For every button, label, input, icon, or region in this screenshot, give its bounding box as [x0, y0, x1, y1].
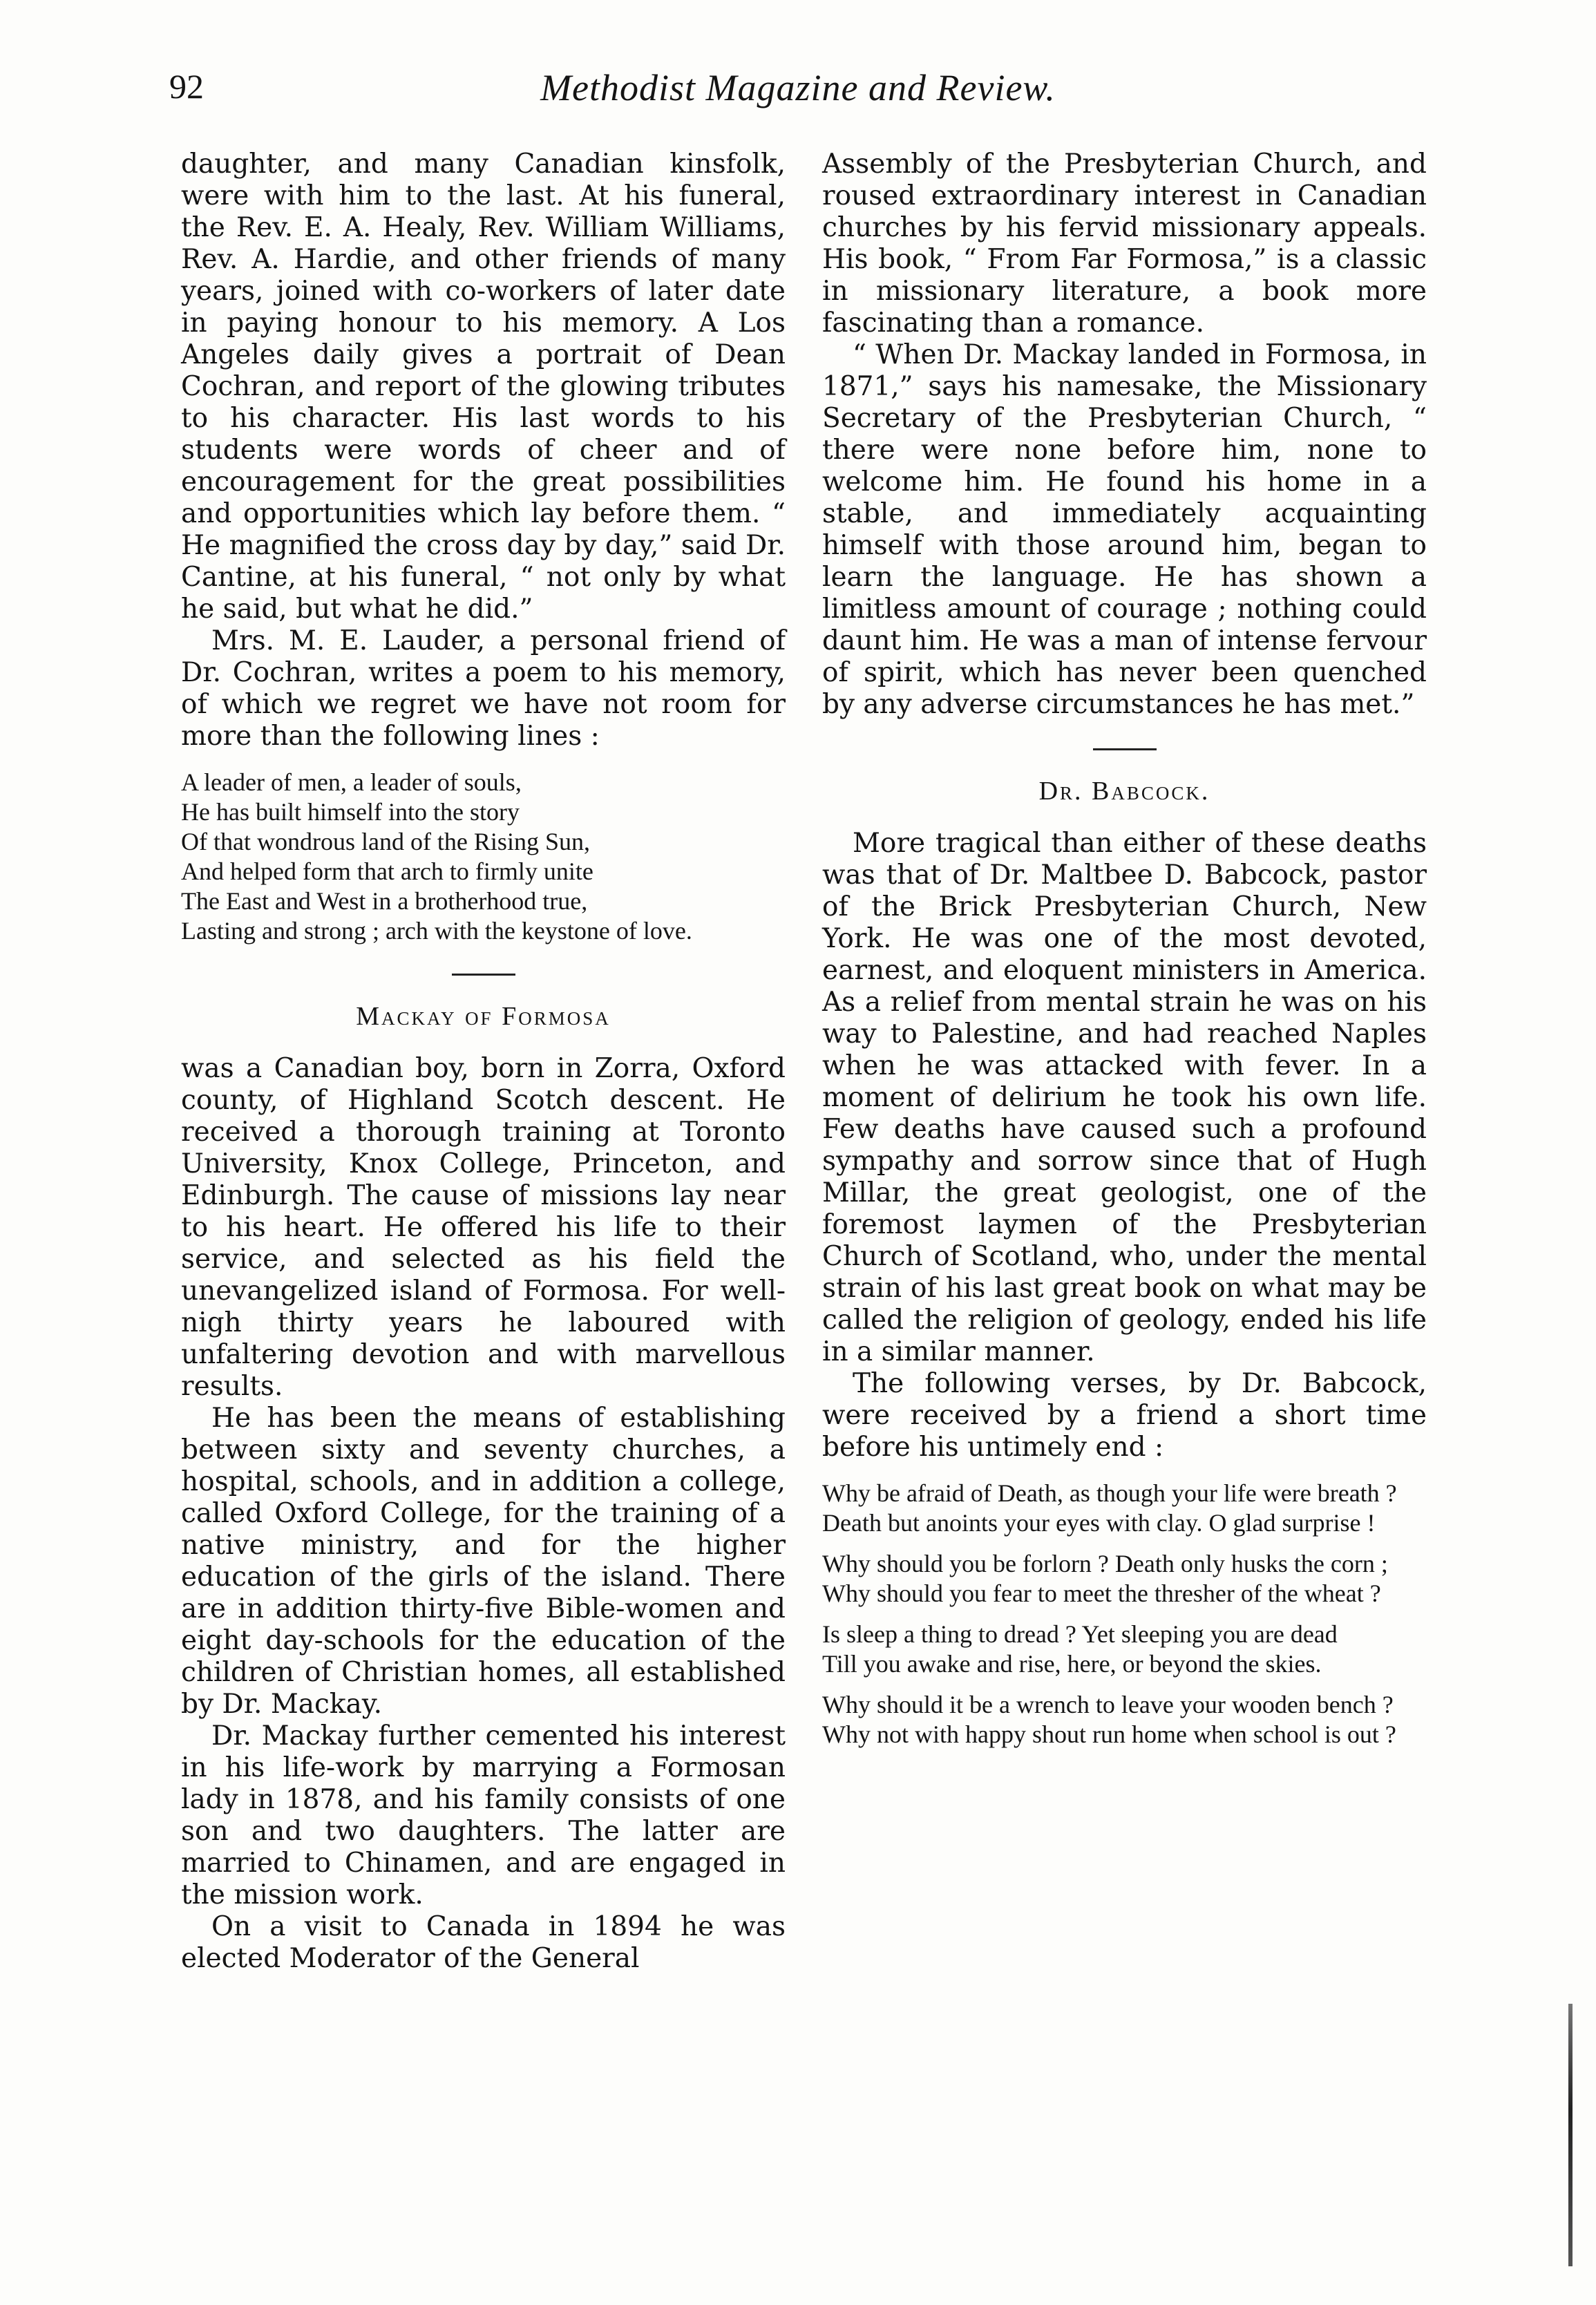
paragraph: daughter, and many Canadian kinsfolk, were with him to the last. At his funeral, the Rev. E. A. Healy, Rev. William Williams, Rev. A. Hardie, and other friends of many years, joined with co-workers of later date in paying honour to his memory. A Los Angeles daily gives a portrait of Dean Cochran, and report of the glowing tributes to his character. His last words to his students were words of cheer and of encouragement for the great possibilities and opportunities which lay before them. “ He magnified the cross day by day,” said Dr. Cantine, at his funeral, “ not only by what he said, but what he did.” [181, 149, 786, 625]
poem-line: Is sleep a thing to dread ? Yet sleeping you are dead [822, 1620, 1338, 1648]
page-number: 92 [169, 67, 204, 106]
paragraph: The following verses, by Dr. Babcock, were received by a friend a short time before his untimely end : [822, 1368, 1427, 1463]
poem-line: Till you awake and rise, here, or beyond the skies. [822, 1650, 1322, 1678]
poem-line: Of that wondrous land of the Rising Sun, [181, 828, 590, 855]
stanza-break [822, 1679, 1427, 1690]
poem-line: Why should you be forlorn ? Death only husks the corn ; [822, 1550, 1388, 1577]
stanza-break [822, 1538, 1427, 1549]
paragraph: He has been the means of establishing between sixty and seventy churches, a hospital, schools, and in addition a college, called Oxford College, for the training of a native ministry, and for the higher education of the girls of the island. There are in addition thirty-five Bible-women and eight day-schools for the education of the children of Christian homes, all established by Dr. Mackay. [181, 1403, 786, 1720]
poem-line: The East and West in a brotherhood true, [181, 887, 588, 915]
paragraph: On a visit to Canada in 1894 he was elected Moderator of the General [181, 1911, 786, 1974]
paragraph: Dr. Mackay further cemented his interest in his life-work by marrying a Formosan lady in 1878, and his family consists of one son and two daughters. The latter are married to Chinamen, and are engaged in the mission work. [181, 1720, 786, 1910]
section-divider [1093, 748, 1157, 750]
poem-line: A leader of men, a leader of souls, [181, 768, 522, 796]
paragraph: Mrs. M. E. Lauder, a personal friend of Dr. Cochran, writes a poem to his memory, of which we regret we have not room for more than the following lines : [181, 625, 786, 752]
page-header [149, 66, 1447, 129]
section-heading-babcock: Dr. Babcock. [1038, 777, 1210, 806]
poem-line: Why not with happy shout run home when school is out ? [822, 1720, 1396, 1748]
poem-line: Why should you fear to meet the thresher of the wheat ? [822, 1580, 1381, 1607]
right-column [822, 149, 1427, 1762]
poem-lauder [181, 768, 786, 946]
poem-line: Death but anoints your eyes with clay. O glad surprise ! [822, 1509, 1376, 1537]
paragraph: More tragical than either of these deaths was that of Dr. Maltbee D. Babcock, pastor of the Brick Presbyterian Church, New York. He was one of the most devoted, earnest, and eloquent ministers in America. As a relief from mental strain he was on his way to Palestine, and had reached Naples when he was attacked with fever. In a moment of delirium he took his own life. Few deaths have caused such a profound sympathy and sorrow since that of Hugh Millar, the great geologist, one of the foremost laymen of the Presbyterian Church of Scotland, who, under the mental strain of his last great book on what may be called the religion of geology, ended his life in a similar manner. [822, 828, 1427, 1367]
poem-babcock [822, 1479, 1427, 1749]
poem-line: Lasting and strong ; arch with the keystone of love. [181, 917, 692, 945]
poem-line: Why should it be a wrench to leave your wooden bench ? [822, 1691, 1394, 1718]
paragraph: Assembly of the Presbyterian Church, and roused extraordinary interest in Canadian churches by his fervid missionary appeals. His book, “ From Far Formosa,” is a classic in missionary literature, a book more fascinating than a romance. [822, 149, 1427, 339]
poem-line: He has built himself into the story [181, 798, 520, 826]
section-divider [452, 974, 515, 976]
poem-line: Why be afraid of Death, as though your life were breath ? [822, 1479, 1397, 1507]
running-title: Methodist Magazine and Review. [540, 67, 1056, 108]
poem-line: And helped form that arch to firmly unite [181, 857, 593, 885]
section-heading-mackay: Mackay of Formosa [356, 1002, 611, 1031]
stanza-break [822, 1609, 1427, 1620]
paragraph: “ When Dr. Mackay landed in Formosa, in 1871,” says his namesake, the Missionary Secretary of the Presbyterian Church, “ there were none before him, none to welcome him. He found his home in a stable, and immediately acquainting himself with those around him, began to learn the language. He has shown a limitless amount of courage ; nothing could daunt him. He was a man of intense fervour of spirit, which has never been quenched by any adverse circumstances he has met.” [822, 339, 1427, 720]
paragraph: was a Canadian boy, born in Zorra, Oxford county, of Highland Scotch descent. He received a thorough training at Toronto University, Knox College, Princeton, and Edinburgh. The cause of missions lay near to his heart. He offered his life to their service, and selected as his field the unevangelized island of Formosa. For well-nigh thirty years he laboured with unfaltering devotion and with marvellous results. [181, 1053, 786, 1402]
left-column [181, 149, 786, 1975]
scan-edge-mark [1568, 2004, 1573, 2266]
